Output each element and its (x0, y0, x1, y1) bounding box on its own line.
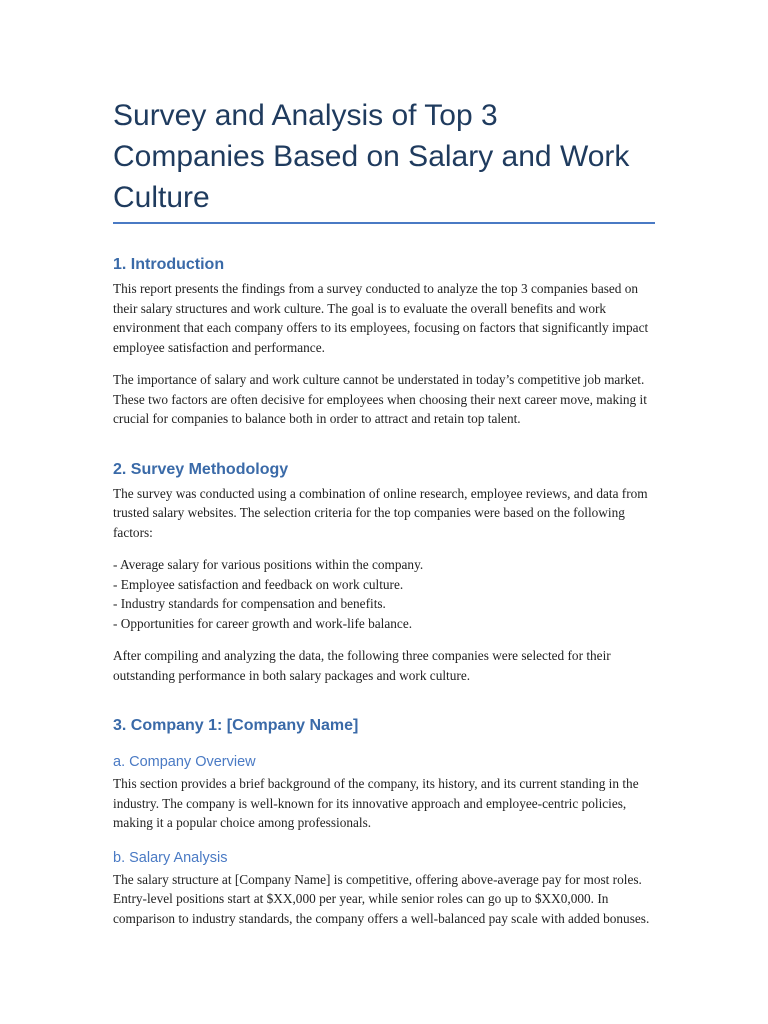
methodology-criteria-list (113, 555, 655, 633)
criteria-item: - Industry standards for compensation and benefits. (113, 596, 386, 611)
document-content (113, 95, 655, 928)
company-overview-paragraph: This section provides a brief background of the company, its history, and its current standing in the industry. The company is well-known for its innovative approach and employee-centric policies, making it a popular choice among professionals. (113, 776, 639, 830)
section-heading-methodology: 2. Survey Methodology (113, 460, 289, 478)
introduction-paragraph-1: This report presents the findings from a survey conducted to analyze the top 3 companies based on their salary structures and work culture. The goal is to evaluate the overall benefits and work environment that each company offers to its employees, focusing on factors that significantly impact employee satisfaction and performance. (113, 281, 649, 355)
document-title: Survey and Analysis of Top 3 Companies Based on Salary and Work Culture (113, 95, 655, 224)
criteria-item: - Employee satisfaction and feedback on work culture. (113, 576, 404, 592)
methodology-intro-paragraph: The survey was conducted using a combination of online research, employee reviews, and data from trusted salary websites. The selection criteria for the top companies were based on the following factors: (113, 485, 648, 540)
subheading-company-overview: a. Company Overview (113, 754, 256, 770)
criteria-item: - Opportunities for career growth and work-life balance. (113, 615, 413, 631)
subheading-salary-analysis: b. Salary Analysis (113, 849, 228, 866)
criteria-item: - Average salary for various positions within the company. (113, 557, 424, 572)
methodology-conclusion-paragraph: After compiling and analyzing the data, the following three companies were selected for their outstanding performance in both salary packages and work culture. (113, 648, 611, 683)
section-heading-introduction: 1. Introduction (113, 256, 225, 273)
introduction-paragraph-2: The importance of salary and work culture cannot be understated in today’s competitive job market. These two factors are often decisive for employees when choosing their next career move, making it crucial for companies to balance both in order to attract and retain top talent. (113, 372, 647, 426)
salary-analysis-paragraph: The salary structure at [Company Name] is competitive, offering above-average pay for most roles. Entry-level positions start at $XX,000 per year, while senior roles can go up to $XX0,000. In comparison to industry standards, the company offers a well-balanced pay scale with added bonuses. (113, 871, 650, 926)
section-heading-company1: 3. Company 1: [Company Name] (113, 717, 359, 734)
